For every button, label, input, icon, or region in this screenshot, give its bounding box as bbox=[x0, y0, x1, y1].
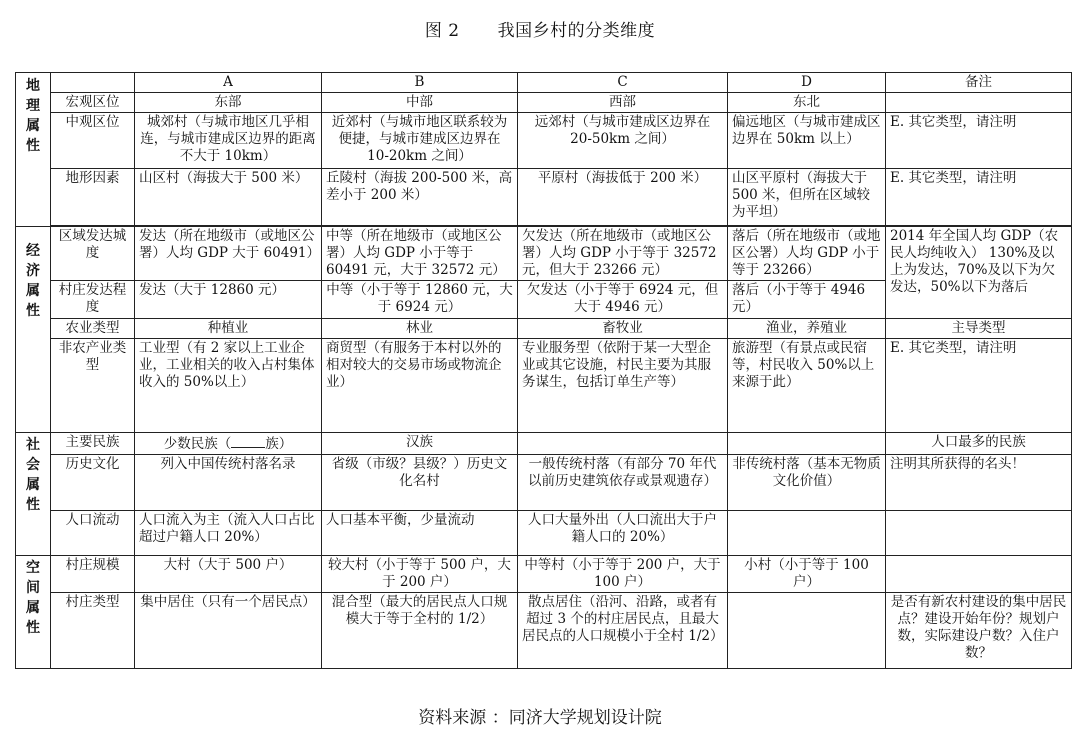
row-label: 农业类型 bbox=[51, 319, 135, 339]
cell-d: 渔业，养殖业 bbox=[728, 319, 886, 339]
cell-a: 少数民族（ 族） bbox=[135, 433, 322, 455]
cell-note bbox=[886, 93, 1072, 113]
cell-d: 偏远地区（与城市建成区边界在 50km 以上） bbox=[728, 113, 886, 169]
table-row bbox=[16, 319, 1072, 339]
cell-d: 落后（所在地级市（或地区公署）人均 GDP 小于等于 23266） bbox=[728, 227, 886, 281]
cell-c: 一般传统村落（有部分 70 年代以前历史建筑依存或景观遗存） bbox=[518, 455, 728, 511]
cell-d bbox=[728, 593, 886, 669]
cell-c: 欠发达（小于等于 6924 元，但大于 4946 元） bbox=[518, 281, 728, 319]
table-row bbox=[16, 93, 1072, 113]
cell-note: 2014 年全国人均 GDP（农民人均纯收入） 130%及以上为发达，70%及以下为欠发达，50%以下为落后 bbox=[886, 227, 1072, 319]
table-row bbox=[16, 511, 1072, 556]
cell-note: E. 其它类型，请注明 bbox=[886, 113, 1072, 169]
cell-c: 西部 bbox=[518, 93, 728, 113]
cell-note bbox=[886, 556, 1072, 593]
cell-b: 较大村（小于等于 500 户，大于 200 户） bbox=[322, 556, 518, 593]
cell-a: 工业型（有 2 家以上工业企业，工业相关的收入占村集体收入的 50%以上） bbox=[135, 339, 322, 433]
col-header-a: A bbox=[135, 73, 322, 93]
cell-a: 集中居住（只有一个居民点） bbox=[135, 593, 322, 669]
row-label: 非农产业类型 bbox=[51, 339, 135, 433]
cell-a: 人口流入为主（流入人口占比超过户籍人口 20%） bbox=[135, 511, 322, 556]
cell-c: 畜牧业 bbox=[518, 319, 728, 339]
cell-b: 中等（小于等于 12860 元，大于 6924 元） bbox=[322, 281, 518, 319]
cell-c: 散点居住（沿河、沿路，或者有超过 3 个的村庄居民点，且最大居民点的人口规模小于全村 1/2） bbox=[518, 593, 728, 669]
cell-note bbox=[886, 511, 1072, 556]
row-label: 村庄发达程度 bbox=[51, 281, 135, 319]
group-econ: 经济属性 bbox=[16, 227, 51, 433]
row-label: 区域发达城度 bbox=[51, 227, 135, 281]
header-blank bbox=[51, 73, 135, 93]
cell-b: 人口基本平衡，少量流动 bbox=[322, 511, 518, 556]
cell-note: E. 其它类型，请注明 bbox=[886, 339, 1072, 433]
row-label: 历史文化 bbox=[51, 455, 135, 511]
table-row bbox=[16, 169, 1072, 226]
cell-d: 小村（小于等于 100 户） bbox=[728, 556, 886, 593]
cell-b: 商贸型（有服务于本村以外的相对较大的交易市场或物流企业） bbox=[322, 339, 518, 433]
cell-b: 丘陵村（海拔 200-500 米，高差小于 200 米） bbox=[322, 169, 518, 226]
cell-c: 平原村（海拔低于 200 米） bbox=[518, 169, 728, 226]
cell-b: 混合型（最大的居民点人口规模大于等于全村的 1/2） bbox=[322, 593, 518, 669]
cell-d: 非传统村落（基本无物质文化价值） bbox=[728, 455, 886, 511]
col-header-note: 备注 bbox=[886, 73, 1072, 93]
header-row bbox=[16, 73, 1072, 93]
cell-b: 中部 bbox=[322, 93, 518, 113]
cell-c: 专业服务型（依附于某一大型企业或其它设施，村民主要为其服务谋生，包括订单生产等） bbox=[518, 339, 728, 433]
cell-c: 中等村（小于等于 200 户，大于 100 户） bbox=[518, 556, 728, 593]
cell-a: 城郊村（与城市地区几乎相连，与城市建成区边界的距离不大于 10km） bbox=[135, 113, 322, 169]
row-label: 宏观区位 bbox=[51, 93, 135, 113]
col-header-d: D bbox=[728, 73, 886, 93]
col-header-b: B bbox=[322, 73, 518, 93]
table-row bbox=[16, 113, 1072, 169]
cell-b: 林业 bbox=[322, 319, 518, 339]
figure-number: 图 2 bbox=[424, 21, 460, 41]
cell-c: 人口大量外出（人口流出大于户籍人口的 20%） bbox=[518, 511, 728, 556]
group-geo: 地理属性 bbox=[16, 73, 51, 227]
row-label: 中观区位 bbox=[51, 113, 135, 169]
cell-a: 发达（大于 12860 元） bbox=[135, 281, 322, 319]
cell-d: 山区平原村（海拔大于 500 米，但所在区域较为平坦） bbox=[728, 169, 886, 226]
row-label: 村庄类型 bbox=[51, 593, 135, 669]
cell-b: 省级（市级？县级？）历史文化名村 bbox=[322, 455, 518, 511]
source-note: 资料来源 ：同济大学规划设计院 bbox=[418, 708, 662, 728]
cell-d bbox=[728, 433, 886, 455]
cell-note: 注明其所获得的名头！ bbox=[886, 455, 1072, 511]
cell-d bbox=[728, 511, 886, 556]
cell-d: 落后（小于等于 4946 元） bbox=[728, 281, 886, 319]
cell-note: 主导类型 bbox=[886, 319, 1072, 339]
cell-note: 人口最多的民族 bbox=[886, 433, 1072, 455]
table-row bbox=[16, 556, 1072, 593]
row-label: 主要民族 bbox=[51, 433, 135, 455]
cell-a: 大村（大于 500 户） bbox=[135, 556, 322, 593]
classification-table bbox=[15, 72, 1072, 669]
table-row bbox=[16, 593, 1072, 669]
table-row bbox=[16, 433, 1072, 455]
table-row bbox=[16, 227, 1072, 281]
figure-caption: 我国乡村的分类维度 bbox=[497, 21, 656, 41]
group-social: 社会属性 bbox=[16, 433, 51, 556]
figure-title bbox=[0, 16, 1080, 41]
cell-a: 列入中国传统村落名录 bbox=[135, 455, 322, 511]
cell-b: 中等（所在地级市（或地区公署）人均 GDP 小于等于 60491 元，大于 32572 元） bbox=[322, 227, 518, 281]
cell-d: 旅游型（有景点或民宿等，村民收入 50%以上来源于此） bbox=[728, 339, 886, 433]
row-label: 人口流动 bbox=[51, 511, 135, 556]
cell-a: 山区村（海拔大于 500 米） bbox=[135, 169, 322, 226]
group-space: 空间属性 bbox=[16, 556, 51, 669]
blank-field[interactable] bbox=[231, 434, 265, 448]
cell-b: 汉族 bbox=[322, 433, 518, 455]
cell-b: 近郊村（与城市地区联系较为便捷，与城市建成区边界在 10-20km 之间） bbox=[322, 113, 518, 169]
cell-a: 东部 bbox=[135, 93, 322, 113]
cell-c bbox=[518, 433, 728, 455]
cell-d: 东北 bbox=[728, 93, 886, 113]
cell-a: 种植业 bbox=[135, 319, 322, 339]
table-row bbox=[16, 455, 1072, 511]
cell-c: 远郊村（与城市建成区边界在 20-50km 之间） bbox=[518, 113, 728, 169]
cell-c: 欠发达（所在地级市（或地区公署）人均 GDP 小于等于 32572 元，但大于 23266 元） bbox=[518, 227, 728, 281]
col-header-c: C bbox=[518, 73, 728, 93]
row-label: 村庄规模 bbox=[51, 556, 135, 593]
cell-note: 是否有新农村建设的集中居民点？建设开始年份？规划户数，实际建设户数？入住户数？ bbox=[886, 593, 1072, 669]
row-label: 地形因素 bbox=[51, 169, 135, 226]
table-row bbox=[16, 339, 1072, 433]
cell-a: 发达（所在地级市（或地区公署）人均 GDP 大于 60491） bbox=[135, 227, 322, 281]
cell-note: E. 其它类型，请注明 bbox=[886, 169, 1072, 226]
